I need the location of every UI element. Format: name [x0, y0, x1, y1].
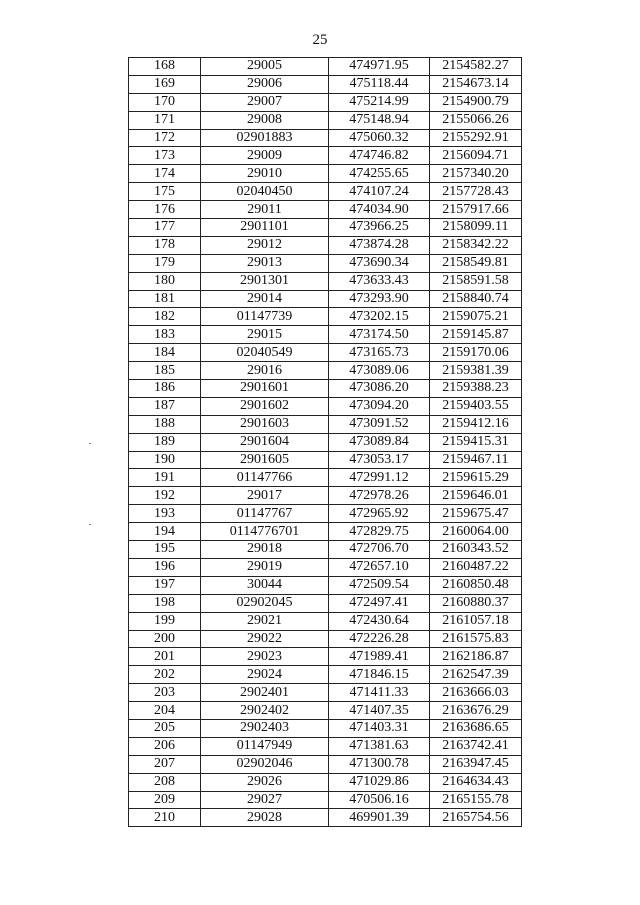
table-row	[129, 791, 522, 809]
table-row	[129, 684, 522, 702]
margin-mark	[89, 524, 91, 525]
y-coordinate-cell: 2154582.27	[430, 58, 522, 76]
table-row	[129, 505, 522, 523]
point-code-cell: 29018	[201, 541, 329, 559]
table-row	[129, 594, 522, 612]
y-coordinate-cell: 2160487.22	[430, 558, 522, 576]
y-coordinate-cell: 2154900.79	[430, 93, 522, 111]
point-code-cell: 02902045	[201, 594, 329, 612]
table-row	[129, 648, 522, 666]
point-code-cell: 2902401	[201, 684, 329, 702]
point-code-cell: 29009	[201, 147, 329, 165]
y-coordinate-cell: 2162547.39	[430, 666, 522, 684]
point-index-cell: 197	[129, 576, 201, 594]
x-coordinate-cell: 472509.54	[329, 576, 430, 594]
table-row	[129, 630, 522, 648]
point-index-cell: 201	[129, 648, 201, 666]
point-index-cell: 194	[129, 523, 201, 541]
point-index-cell: 188	[129, 415, 201, 433]
table-row	[129, 809, 522, 827]
table-row	[129, 558, 522, 576]
point-index-cell: 210	[129, 809, 201, 827]
point-index-cell: 190	[129, 451, 201, 469]
table-row	[129, 487, 522, 505]
y-coordinate-cell: 2160880.37	[430, 594, 522, 612]
table-row	[129, 93, 522, 111]
y-coordinate-cell: 2159412.16	[430, 415, 522, 433]
table-row	[129, 111, 522, 129]
x-coordinate-cell: 471411.33	[329, 684, 430, 702]
x-coordinate-cell: 472226.28	[329, 630, 430, 648]
table-row	[129, 147, 522, 165]
table-row	[129, 737, 522, 755]
y-coordinate-cell: 2162186.87	[430, 648, 522, 666]
x-coordinate-cell: 473091.52	[329, 415, 430, 433]
y-coordinate-cell: 2157340.20	[430, 165, 522, 183]
y-coordinate-cell: 2163742.41	[430, 737, 522, 755]
y-coordinate-cell: 2159381.39	[430, 362, 522, 380]
point-code-cell: 02040450	[201, 183, 329, 201]
x-coordinate-cell: 471029.86	[329, 773, 430, 791]
point-index-cell: 171	[129, 111, 201, 129]
point-index-cell: 205	[129, 719, 201, 737]
point-index-cell: 191	[129, 469, 201, 487]
margin-mark	[89, 443, 91, 444]
x-coordinate-cell: 471989.41	[329, 648, 430, 666]
y-coordinate-cell: 2159170.06	[430, 344, 522, 362]
point-code-cell: 2901605	[201, 451, 329, 469]
x-coordinate-cell: 473690.34	[329, 254, 430, 272]
point-index-cell: 193	[129, 505, 201, 523]
y-coordinate-cell: 2165155.78	[430, 791, 522, 809]
y-coordinate-cell: 2158099.11	[430, 219, 522, 237]
point-index-cell: 180	[129, 272, 201, 290]
y-coordinate-cell: 2158591.58	[430, 272, 522, 290]
x-coordinate-cell: 475148.94	[329, 111, 430, 129]
x-coordinate-cell: 473089.84	[329, 433, 430, 451]
point-index-cell: 174	[129, 165, 201, 183]
point-index-cell: 177	[129, 219, 201, 237]
x-coordinate-cell: 472430.64	[329, 612, 430, 630]
point-index-cell: 170	[129, 93, 201, 111]
y-coordinate-cell: 2160850.48	[430, 576, 522, 594]
table-row	[129, 523, 522, 541]
point-code-cell: 01147766	[201, 469, 329, 487]
point-code-cell: 30044	[201, 576, 329, 594]
point-code-cell: 29006	[201, 75, 329, 93]
point-index-cell: 203	[129, 684, 201, 702]
point-index-cell: 183	[129, 326, 201, 344]
y-coordinate-cell: 2156094.71	[430, 147, 522, 165]
point-code-cell: 29007	[201, 93, 329, 111]
point-code-cell: 29021	[201, 612, 329, 630]
point-code-cell: 2901601	[201, 380, 329, 398]
table-row	[129, 201, 522, 219]
point-code-cell: 2901604	[201, 433, 329, 451]
point-index-cell: 195	[129, 541, 201, 559]
point-index-cell: 185	[129, 362, 201, 380]
point-code-cell: 29023	[201, 648, 329, 666]
y-coordinate-cell: 2163947.45	[430, 755, 522, 773]
y-coordinate-cell: 2159145.87	[430, 326, 522, 344]
point-code-cell: 29005	[201, 58, 329, 76]
y-coordinate-cell: 2158342.22	[430, 236, 522, 254]
table-row	[129, 165, 522, 183]
x-coordinate-cell: 471381.63	[329, 737, 430, 755]
point-code-cell: 29026	[201, 773, 329, 791]
table-row	[129, 58, 522, 76]
point-index-cell: 175	[129, 183, 201, 201]
y-coordinate-cell: 2164634.43	[430, 773, 522, 791]
table-row	[129, 183, 522, 201]
y-coordinate-cell: 2157728.43	[430, 183, 522, 201]
table-row	[129, 380, 522, 398]
x-coordinate-cell: 471403.31	[329, 719, 430, 737]
table-row	[129, 272, 522, 290]
table-row	[129, 236, 522, 254]
table-row	[129, 75, 522, 93]
table-row	[129, 397, 522, 415]
x-coordinate-cell: 472991.12	[329, 469, 430, 487]
x-coordinate-cell: 473174.50	[329, 326, 430, 344]
y-coordinate-cell: 2159075.21	[430, 308, 522, 326]
point-code-cell: 2901301	[201, 272, 329, 290]
point-index-cell: 192	[129, 487, 201, 505]
y-coordinate-cell: 2157917.66	[430, 201, 522, 219]
y-coordinate-cell: 2154673.14	[430, 75, 522, 93]
point-index-cell: 206	[129, 737, 201, 755]
y-coordinate-cell: 2155292.91	[430, 129, 522, 147]
x-coordinate-cell: 470506.16	[329, 791, 430, 809]
y-coordinate-cell: 2161057.18	[430, 612, 522, 630]
x-coordinate-cell: 472497.41	[329, 594, 430, 612]
point-code-cell: 29014	[201, 290, 329, 308]
point-index-cell: 168	[129, 58, 201, 76]
point-code-cell: 2901603	[201, 415, 329, 433]
point-index-cell: 187	[129, 397, 201, 415]
table-row	[129, 308, 522, 326]
x-coordinate-cell: 475214.99	[329, 93, 430, 111]
point-index-cell: 184	[129, 344, 201, 362]
table-row	[129, 415, 522, 433]
x-coordinate-cell: 474746.82	[329, 147, 430, 165]
x-coordinate-cell: 473293.90	[329, 290, 430, 308]
point-code-cell: 29015	[201, 326, 329, 344]
point-code-cell: 01147739	[201, 308, 329, 326]
point-code-cell: 29024	[201, 666, 329, 684]
y-coordinate-cell: 2159615.29	[430, 469, 522, 487]
point-index-cell: 202	[129, 666, 201, 684]
x-coordinate-cell: 475060.32	[329, 129, 430, 147]
y-coordinate-cell: 2155066.26	[430, 111, 522, 129]
y-coordinate-cell: 2158840.74	[430, 290, 522, 308]
point-code-cell: 0114776701	[201, 523, 329, 541]
x-coordinate-cell: 473633.43	[329, 272, 430, 290]
y-coordinate-cell: 2161575.83	[430, 630, 522, 648]
y-coordinate-cell: 2159675.47	[430, 505, 522, 523]
table-row	[129, 719, 522, 737]
x-coordinate-cell: 475118.44	[329, 75, 430, 93]
x-coordinate-cell: 474034.90	[329, 201, 430, 219]
table-row	[129, 469, 522, 487]
x-coordinate-cell: 473089.06	[329, 362, 430, 380]
point-index-cell: 207	[129, 755, 201, 773]
table-row	[129, 612, 522, 630]
page-number: 25	[312, 32, 328, 48]
x-coordinate-cell: 473165.73	[329, 344, 430, 362]
point-index-cell: 182	[129, 308, 201, 326]
table-row	[129, 344, 522, 362]
point-code-cell: 29008	[201, 111, 329, 129]
point-index-cell: 200	[129, 630, 201, 648]
point-code-cell: 29016	[201, 362, 329, 380]
point-index-cell: 189	[129, 433, 201, 451]
point-code-cell: 29012	[201, 236, 329, 254]
point-index-cell: 178	[129, 236, 201, 254]
y-coordinate-cell: 2159415.31	[430, 433, 522, 451]
point-code-cell: 01147949	[201, 737, 329, 755]
table-body	[129, 58, 522, 827]
table-row	[129, 290, 522, 308]
point-index-cell: 172	[129, 129, 201, 147]
point-code-cell: 29013	[201, 254, 329, 272]
point-code-cell: 2902402	[201, 702, 329, 720]
point-code-cell: 02901883	[201, 129, 329, 147]
x-coordinate-cell: 473874.28	[329, 236, 430, 254]
point-code-cell: 2902403	[201, 719, 329, 737]
table-row	[129, 451, 522, 469]
x-coordinate-cell: 472829.75	[329, 523, 430, 541]
point-index-cell: 199	[129, 612, 201, 630]
x-coordinate-cell: 473966.25	[329, 219, 430, 237]
x-coordinate-cell: 471407.35	[329, 702, 430, 720]
table-row	[129, 755, 522, 773]
y-coordinate-cell: 2160343.52	[430, 541, 522, 559]
table-row	[129, 129, 522, 147]
point-code-cell: 01147767	[201, 505, 329, 523]
table-row	[129, 219, 522, 237]
point-code-cell: 29027	[201, 791, 329, 809]
x-coordinate-cell: 474255.65	[329, 165, 430, 183]
table-row	[129, 433, 522, 451]
x-coordinate-cell: 473053.17	[329, 451, 430, 469]
x-coordinate-cell: 472978.26	[329, 487, 430, 505]
table-row	[129, 541, 522, 559]
y-coordinate-cell: 2160064.00	[430, 523, 522, 541]
y-coordinate-cell: 2165754.56	[430, 809, 522, 827]
point-code-cell: 29028	[201, 809, 329, 827]
table-row	[129, 666, 522, 684]
y-coordinate-cell: 2163686.65	[430, 719, 522, 737]
y-coordinate-cell: 2163666.03	[430, 684, 522, 702]
point-index-cell: 196	[129, 558, 201, 576]
x-coordinate-cell: 474971.95	[329, 58, 430, 76]
y-coordinate-cell: 2158549.81	[430, 254, 522, 272]
point-index-cell: 204	[129, 702, 201, 720]
point-index-cell: 176	[129, 201, 201, 219]
table-row	[129, 773, 522, 791]
point-index-cell: 186	[129, 380, 201, 398]
y-coordinate-cell: 2163676.29	[430, 702, 522, 720]
x-coordinate-cell: 473094.20	[329, 397, 430, 415]
point-code-cell: 02040549	[201, 344, 329, 362]
x-coordinate-cell: 473202.15	[329, 308, 430, 326]
point-index-cell: 208	[129, 773, 201, 791]
table-row	[129, 254, 522, 272]
y-coordinate-cell: 2159388.23	[430, 380, 522, 398]
point-index-cell: 169	[129, 75, 201, 93]
point-index-cell: 173	[129, 147, 201, 165]
y-coordinate-cell: 2159403.55	[430, 397, 522, 415]
point-index-cell: 181	[129, 290, 201, 308]
point-code-cell: 2901602	[201, 397, 329, 415]
point-code-cell: 29022	[201, 630, 329, 648]
point-code-cell: 29011	[201, 201, 329, 219]
point-index-cell: 198	[129, 594, 201, 612]
table-row	[129, 702, 522, 720]
x-coordinate-cell: 472965.92	[329, 505, 430, 523]
x-coordinate-cell: 471300.78	[329, 755, 430, 773]
y-coordinate-cell: 2159467.11	[430, 451, 522, 469]
table-row	[129, 362, 522, 380]
table-row	[129, 576, 522, 594]
coordinates-table	[128, 57, 522, 827]
x-coordinate-cell: 471846.15	[329, 666, 430, 684]
point-code-cell: 29017	[201, 487, 329, 505]
point-index-cell: 179	[129, 254, 201, 272]
point-code-cell: 29010	[201, 165, 329, 183]
point-code-cell: 2901101	[201, 219, 329, 237]
y-coordinate-cell: 2159646.01	[430, 487, 522, 505]
x-coordinate-cell: 473086.20	[329, 380, 430, 398]
point-index-cell: 209	[129, 791, 201, 809]
x-coordinate-cell: 472657.10	[329, 558, 430, 576]
point-code-cell: 29019	[201, 558, 329, 576]
point-code-cell: 02902046	[201, 755, 329, 773]
x-coordinate-cell: 474107.24	[329, 183, 430, 201]
x-coordinate-cell: 472706.70	[329, 541, 430, 559]
table-row	[129, 326, 522, 344]
x-coordinate-cell: 469901.39	[329, 809, 430, 827]
